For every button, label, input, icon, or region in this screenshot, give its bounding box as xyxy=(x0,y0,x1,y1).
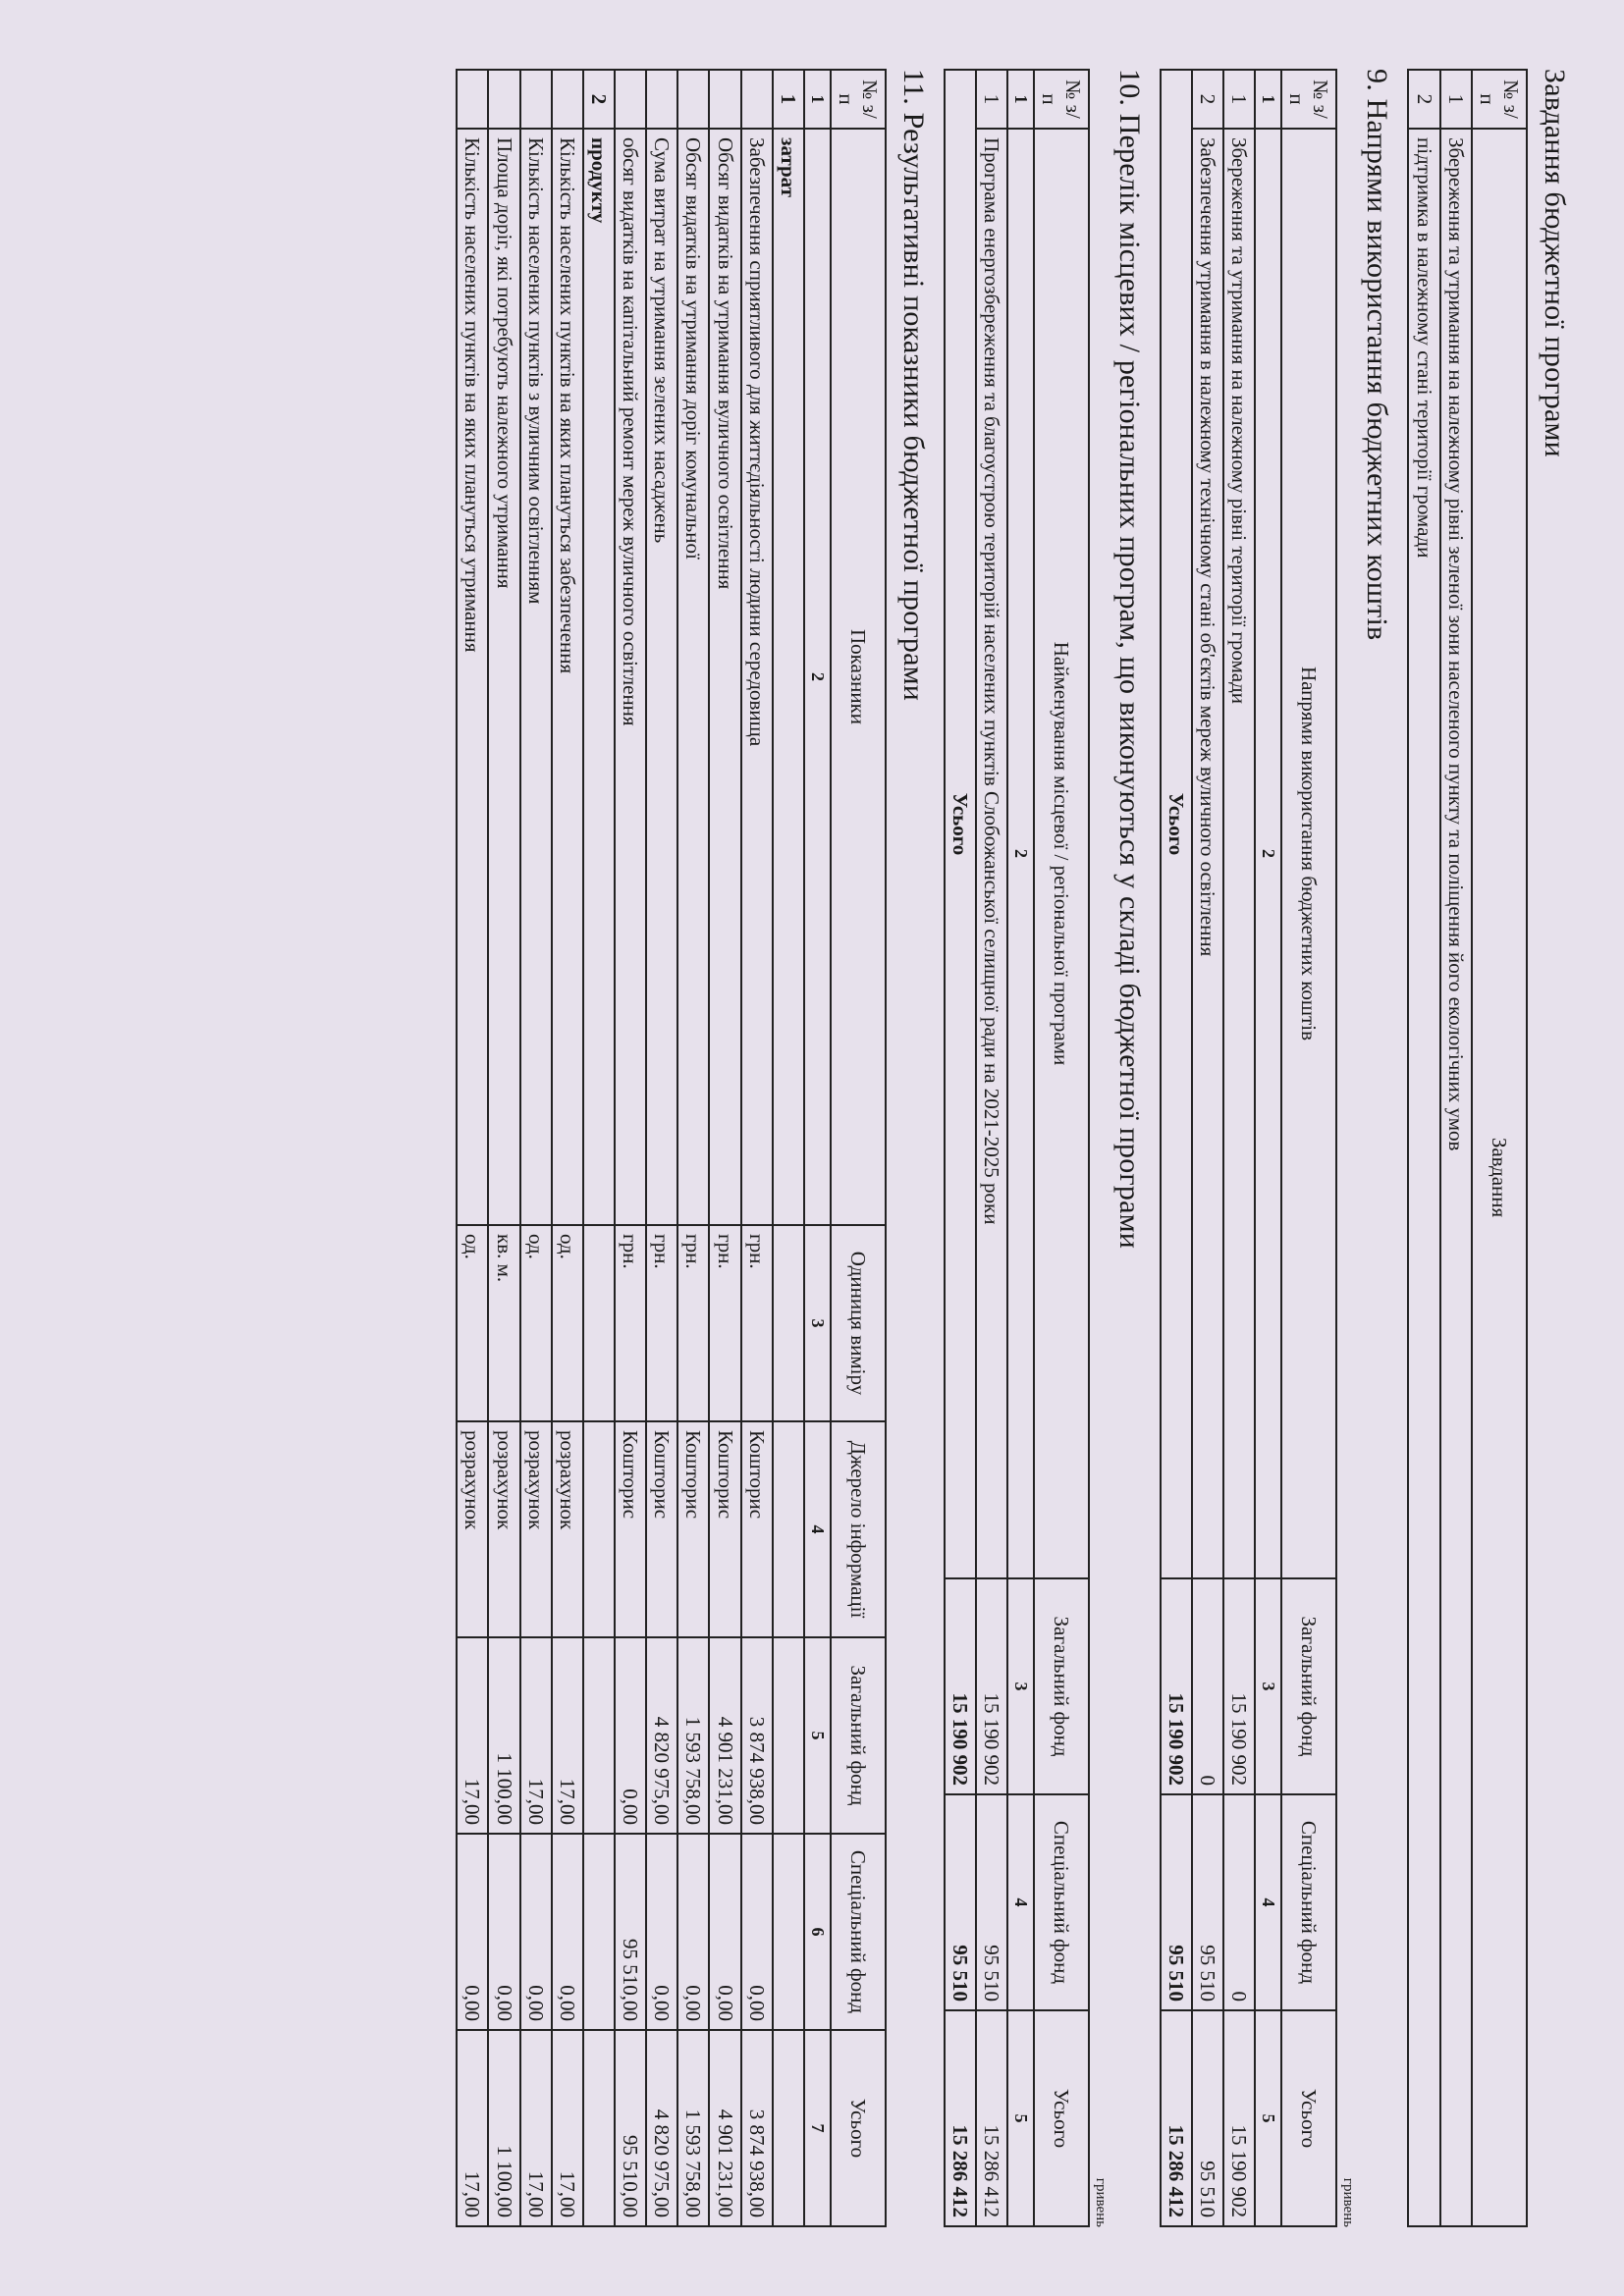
index-cell: 4 xyxy=(804,1421,831,1637)
table-row xyxy=(1408,70,1439,2226)
cell: Кошторис xyxy=(709,1421,740,1637)
group-num: 2 xyxy=(583,70,615,129)
table-row xyxy=(552,70,583,2226)
index-cell: 1 xyxy=(1255,70,1281,129)
indicators-table xyxy=(456,69,887,2227)
programs-unit: гривень xyxy=(1093,2177,1110,2227)
cell: 4 820 975,00 xyxy=(646,1637,677,1834)
cell: Програма енергозбереження та благоустрою територій населених пунктів Слобожанської селищної ради на 2021-2025 роки xyxy=(976,129,1007,1578)
cell: 1 xyxy=(1440,70,1472,129)
cell: 95 510 xyxy=(976,1794,1007,2010)
cell: 17,00 xyxy=(457,2030,488,2226)
index-cell: 2 xyxy=(1007,129,1034,1578)
cell: 0,00 xyxy=(709,1834,740,2030)
index-cell: 3 xyxy=(1007,1578,1034,1794)
tasks-title: Завдання бюджетної програми xyxy=(1539,69,1571,457)
cell: 3 874 938,00 xyxy=(741,2030,773,2226)
cell: підтримка в належному стані території громади xyxy=(1408,129,1439,2226)
header-cell: Загальний фонд xyxy=(1281,1578,1336,1794)
cell: од. xyxy=(520,1225,552,1421)
cell: 0,00 xyxy=(457,1834,488,2030)
cell: 0,00 xyxy=(520,1834,552,2030)
cell: Збереження та утримання на належному рівні зеленої зони населеного пункту та поліщення його екологічних умов xyxy=(1440,129,1472,2226)
header-cell: Усього xyxy=(1281,2010,1336,2226)
empty-cell xyxy=(583,2030,615,2226)
table-row xyxy=(709,70,740,2226)
cell: 4 901 231,00 xyxy=(709,2030,740,2226)
cell: грн. xyxy=(646,1225,677,1421)
header-cell: № з/п xyxy=(1281,70,1336,129)
tasks-header-num: № з/п xyxy=(1472,70,1527,129)
cell: грн. xyxy=(709,1225,740,1421)
cell: Сума витрат на утримання зелених насаджень xyxy=(646,129,677,1225)
cell: 0,00 xyxy=(741,1834,773,2030)
cell: 1 593 758,00 xyxy=(677,1637,709,1834)
group-name: продукту xyxy=(583,129,615,1225)
empty-cell xyxy=(583,1421,615,1637)
directions-title: 9. Напрями використання бюджетних коштів xyxy=(1361,69,1394,641)
cell: 0 xyxy=(1223,1794,1255,2010)
cell: Кількість населених пунктів з вуличним освітленням xyxy=(520,129,552,1225)
cell: Усього xyxy=(945,70,976,1578)
header-cell: № з/п xyxy=(831,70,886,129)
cell: Забезпечення сприятливого для життєдіяльності людини середовища xyxy=(741,129,773,1225)
index-cell: 4 xyxy=(1007,1794,1034,2010)
programs-title: 10. Перелік місцевих / регіональних програм, що виконуються у складі бюджетної програми xyxy=(1113,69,1147,1250)
cell: од. xyxy=(457,1225,488,1421)
cell: Кількість населених пунктів на яких плануться утримання xyxy=(457,129,488,1225)
empty-cell xyxy=(583,1637,615,1834)
cell: 1 593 758,00 xyxy=(677,2030,709,2226)
cell: 1 100,00 xyxy=(488,1637,519,1834)
header-cell: Усього xyxy=(1034,2010,1089,2226)
cell: 2 xyxy=(1192,70,1223,129)
cell: грн. xyxy=(677,1225,709,1421)
cell xyxy=(615,70,646,129)
directions-unit: гривень xyxy=(1340,2177,1357,2227)
cell: 15 190 902 xyxy=(1161,1578,1192,1794)
cell xyxy=(741,70,773,129)
cell: 0,00 xyxy=(677,1834,709,2030)
header-cell: Напрями використання бюджетних коштів xyxy=(1281,129,1336,1578)
empty-cell xyxy=(583,1834,615,2030)
cell: 3 874 938,00 xyxy=(741,1637,773,1834)
table-row xyxy=(976,70,1007,2226)
cell: од. xyxy=(552,1225,583,1421)
cell xyxy=(646,70,677,129)
index-cell: 2 xyxy=(1255,129,1281,1578)
header-cell: Загальний фонд xyxy=(1034,1578,1089,1794)
cell xyxy=(709,70,740,129)
cell: 17,00 xyxy=(457,1637,488,1834)
cell: 95 510 xyxy=(1192,2010,1223,2226)
table-row xyxy=(677,70,709,2226)
programs-table xyxy=(944,69,1090,2227)
table-row xyxy=(1192,70,1223,2226)
cell: 1 xyxy=(1223,70,1255,129)
cell: 15 286 412 xyxy=(945,2010,976,2226)
empty-cell xyxy=(583,1225,615,1421)
index-cell: 4 xyxy=(1255,1794,1281,2010)
index-cell: 3 xyxy=(1255,1578,1281,1794)
indicators-title: 11. Результативні показники бюджетної програми xyxy=(896,69,930,702)
header-cell: Спеціальний фонд xyxy=(1281,1794,1336,2010)
header-cell: Спеціальний фонд xyxy=(831,1834,886,2030)
header-cell: Одиниця виміру xyxy=(831,1225,886,1421)
cell: 15 190 902 xyxy=(1223,2010,1255,2226)
cell: Площа доріг, які потребують належного утримання xyxy=(488,129,519,1225)
cell: 17,00 xyxy=(520,2030,552,2226)
index-cell: 2 xyxy=(804,129,831,1225)
cell: 4 820 975,00 xyxy=(646,2030,677,2226)
cell: розрахунок xyxy=(457,1421,488,1637)
cell: 95 510 xyxy=(945,1794,976,2010)
empty-cell xyxy=(773,1421,804,1637)
cell xyxy=(677,70,709,129)
cell: Обсяг видатків на утримання доріг комунальної xyxy=(677,129,709,1225)
header-cell: Джерело інформації xyxy=(831,1421,886,1637)
cell: 1 100,00 xyxy=(488,2030,519,2226)
cell: 95 510 xyxy=(1192,1794,1223,2010)
cell: 15 190 902 xyxy=(945,1578,976,1794)
cell: 1 xyxy=(976,70,1007,129)
empty-cell xyxy=(773,2030,804,2226)
cell: 17,00 xyxy=(552,1637,583,1834)
cell: 2 xyxy=(1408,70,1439,129)
total-row xyxy=(945,70,976,2226)
table-row xyxy=(1223,70,1255,2226)
header-cell: Усього xyxy=(831,2030,886,2226)
cell: 15 190 902 xyxy=(976,1578,1007,1794)
cell: 0 xyxy=(1192,1578,1223,1794)
indicators-body xyxy=(457,70,804,2226)
index-cell: 5 xyxy=(1255,2010,1281,2226)
index-cell: 5 xyxy=(804,1637,831,1834)
cell: обсяг видатків на капітальний ремонт мереж вуличного освітлення xyxy=(615,129,646,1225)
empty-cell xyxy=(773,1637,804,1834)
index-cell: 5 xyxy=(1007,2010,1034,2226)
header-cell: Показники xyxy=(831,129,886,1225)
cell: 0,00 xyxy=(646,1834,677,2030)
table-row xyxy=(457,70,488,2226)
cell: грн. xyxy=(741,1225,773,1421)
cell xyxy=(552,70,583,129)
cell: 95 510,00 xyxy=(615,2030,646,2226)
cell: 17,00 xyxy=(520,1637,552,1834)
cell: 4 901 231,00 xyxy=(709,1637,740,1834)
cell: розрахунок xyxy=(552,1421,583,1637)
cell: розрахунок xyxy=(520,1421,552,1637)
cell: 15 286 412 xyxy=(1161,2010,1192,2226)
empty-cell xyxy=(773,1834,804,2030)
table-row xyxy=(520,70,552,2226)
cell: Усього xyxy=(1161,70,1192,1578)
cell: Кошторис xyxy=(741,1421,773,1637)
group-num: 1 xyxy=(773,70,804,129)
tasks-table xyxy=(1407,69,1528,2227)
cell: розрахунок xyxy=(488,1421,519,1637)
cell: Кількість населених пунктів на яких плануться забезпечення xyxy=(552,129,583,1225)
cell: 95 510,00 xyxy=(615,1834,646,2030)
table-row xyxy=(488,70,519,2226)
tasks-header-task: Завдання xyxy=(1472,129,1527,2226)
header-cell: Найменування місцевої / регіональної програми xyxy=(1034,129,1089,1578)
cell xyxy=(457,70,488,129)
cell: Кошторис xyxy=(677,1421,709,1637)
header-cell: Загальний фонд xyxy=(831,1637,886,1834)
cell: 15 286 412 xyxy=(976,2010,1007,2226)
table-row xyxy=(1440,70,1472,2226)
index-cell: 3 xyxy=(804,1225,831,1421)
cell: Кошторис xyxy=(646,1421,677,1637)
cell: Обсяг видатків на утримання вуличного освітлення xyxy=(709,129,740,1225)
header-cell: Спеціальний фонд xyxy=(1034,1794,1089,2010)
cell: 95 510 xyxy=(1161,1794,1192,2010)
cell: кв. м. xyxy=(488,1225,519,1421)
index-cell: 1 xyxy=(804,70,831,129)
table-row xyxy=(646,70,677,2226)
index-cell: 1 xyxy=(1007,70,1034,129)
empty-cell xyxy=(773,1225,804,1421)
directions-table xyxy=(1160,69,1337,2227)
header-cell: № з/п xyxy=(1034,70,1089,129)
cell xyxy=(488,70,519,129)
group-row xyxy=(773,70,804,2226)
cell: 15 190 902 xyxy=(1223,1578,1255,1794)
table-row xyxy=(615,70,646,2226)
group-row xyxy=(583,70,615,2226)
table-row xyxy=(741,70,773,2226)
cell: 0,00 xyxy=(488,1834,519,2030)
cell: Збереження та утримання на належному рівні території громади xyxy=(1223,129,1255,1578)
cell: 0,00 xyxy=(552,1834,583,2030)
cell: Кошторис xyxy=(615,1421,646,1637)
cell xyxy=(520,70,552,129)
cell: грн. xyxy=(615,1225,646,1421)
total-row xyxy=(1161,70,1192,2226)
cell: 0,00 xyxy=(615,1637,646,1834)
index-cell: 6 xyxy=(804,1834,831,2030)
group-name: затрат xyxy=(773,129,804,1225)
cell: Забезпечення утримання в належному технічному стані об'єктів мереж вуличного освітлення xyxy=(1192,129,1223,1578)
index-cell: 7 xyxy=(804,2030,831,2226)
cell: 17,00 xyxy=(552,2030,583,2226)
